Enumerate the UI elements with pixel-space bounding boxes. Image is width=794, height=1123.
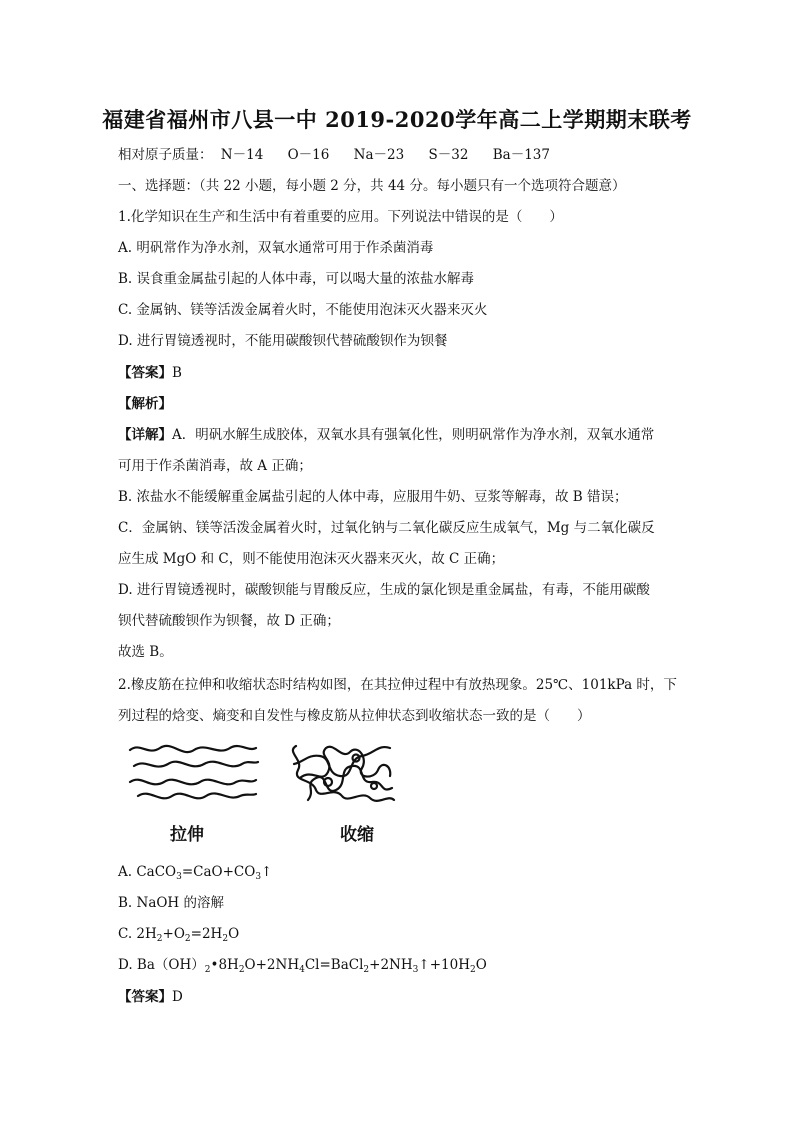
atomic-mass-item: Na－23 [353, 147, 405, 163]
atomic-mass-item: Ba－137 [492, 147, 550, 163]
formula-text: ↑ [261, 864, 273, 880]
formula-text: •8H [210, 957, 239, 973]
answer-label: 【答案】 [118, 365, 172, 381]
stretch-label: 拉伸 [170, 825, 204, 845]
question-2-stem: 列过程的焓变、熵变和自发性与橡皮筋从拉伸状态到收缩状态一致的是（ ） [118, 708, 591, 724]
stretched-chain [134, 762, 258, 767]
formula-text: =CaO+CO [181, 864, 256, 880]
formula-text: O+2NH [244, 957, 300, 973]
question-1-option-c: C. 金属钠、镁等活泼金属着火时，不能使用泡沫灭火器来灭火 [118, 302, 488, 318]
section-heading: 一、选择题：（共 22 小题，每小题 2 分，共 44 分。每小题只有一个选项符合题意） [118, 178, 626, 194]
question-2-stem: 2.橡皮筋在拉伸和收缩状态时结构如图，在其拉伸过程中有放热现象。25℃、101kPa 时，下 [118, 677, 677, 693]
answer-value: B [172, 365, 182, 381]
formula-text: C. 2H [118, 926, 157, 942]
question-2-answer [118, 987, 183, 1007]
formula-text: D. Ba（OH） [118, 957, 205, 973]
question-1-option-b: B. 误食重金属盐引起的人体中毒，可以喝大量的浓盐水解毒 [118, 271, 475, 287]
formula-text: A. CaCO [118, 864, 177, 880]
detail-line: C．金属钠、镁等活泼金属着火时，过氧化钠与二氧化碳反应生成氧气，Mg 与二氧化碳反 [118, 520, 655, 536]
formula-text: O [228, 926, 240, 942]
atomic-masses-label: 相对原子质量： [118, 147, 213, 163]
atomic-masses [118, 145, 570, 165]
stretched-chain [138, 793, 256, 798]
rubber-band-figure [128, 738, 398, 848]
answer-value: D [172, 989, 183, 1005]
stretched-chain [130, 746, 256, 752]
chain-loop [371, 783, 377, 789]
analysis-label: 【解析】 [118, 396, 172, 412]
formula-subscript: 3 [176, 872, 182, 882]
detail-text: A．明矾水解生成胶体，双氧水具有强氧化性，则明矾常作为净水剂，双氧水通常 [172, 427, 655, 443]
formula-text: +2NH [369, 957, 413, 973]
detail-line: D. 进行胃镜透视时，碳酸钡能与胃酸反应，生成的氯化钡是重金属盐，有毒，不能用碳酸 [118, 582, 650, 598]
atomic-mass-item: O－16 [287, 147, 330, 163]
formula-text: =2H [190, 926, 223, 942]
formula-text: Cl=BaCl [304, 957, 364, 973]
formula-subscript: 2 [469, 965, 476, 975]
formula-subscript: 3 [412, 965, 419, 975]
formula-text: ↑+10H [418, 957, 470, 973]
formula-subscript: 2 [222, 934, 229, 944]
question-2-option-a [118, 862, 272, 882]
detail-line: 钡代替硫酸钡作为钡餐，故 D 正确； [118, 613, 340, 629]
atomic-mass-item: N－14 [220, 147, 264, 163]
stretched-chain [130, 780, 256, 785]
question-1-answer [118, 363, 182, 383]
formula-subscript: 3 [255, 872, 262, 882]
contracted-chain [294, 747, 390, 776]
question-2-option-d [118, 955, 487, 975]
detail-line: 应生成 MgO 和 C，则不能使用泡沫灭火器来灭火，故 C 正确； [118, 551, 505, 567]
question-2-option-c [118, 924, 239, 944]
question-1-option-a: A. 明矾常作为净水剂，双氧水通常可用于作杀菌消毒 [118, 240, 434, 256]
formula-subscript: 2 [204, 965, 211, 975]
page-title: 福建省福州市八县一中 2019-2020学年高二上学期期末联考 [102, 107, 692, 132]
question-1-option-d: D. 进行胃镜透视时，不能用碳酸钡代替硫酸钡作为钡餐 [118, 333, 448, 349]
detail-label: 【详解】 [118, 427, 172, 443]
atomic-mass-item: S－32 [428, 147, 469, 163]
contracted-chain [300, 747, 390, 778]
formula-subscript: 2 [238, 965, 245, 975]
shrink-label: 收缩 [340, 825, 374, 845]
answer-label: 【答案】 [118, 989, 172, 1005]
formula-text: +O [162, 926, 185, 942]
detail-line: 可用于作杀菌消毒，故 A 正确； [118, 458, 312, 474]
question-2-option-b: B. NaOH 的溶解 [118, 895, 224, 911]
formula-text: O [475, 957, 487, 973]
detail-line: B. 浓盐水不能缓解重金属盐引起的人体中毒，应服用牛奶、豆浆等解毒，故 B 错误； [118, 489, 628, 505]
detail-line [118, 425, 654, 445]
question-1-stem: 1.化学知识在生产和生活中有着重要的应用。下列说法中错误的是（ ） [118, 209, 563, 225]
formula-subscript: 4 [299, 965, 305, 975]
detail-line: 故选 B。 [118, 644, 173, 660]
formula-subscript: 2 [156, 934, 163, 944]
formula-subscript: 2 [184, 934, 191, 944]
formula-subscript: 2 [363, 965, 370, 975]
rubber-band-diagram [128, 738, 398, 818]
